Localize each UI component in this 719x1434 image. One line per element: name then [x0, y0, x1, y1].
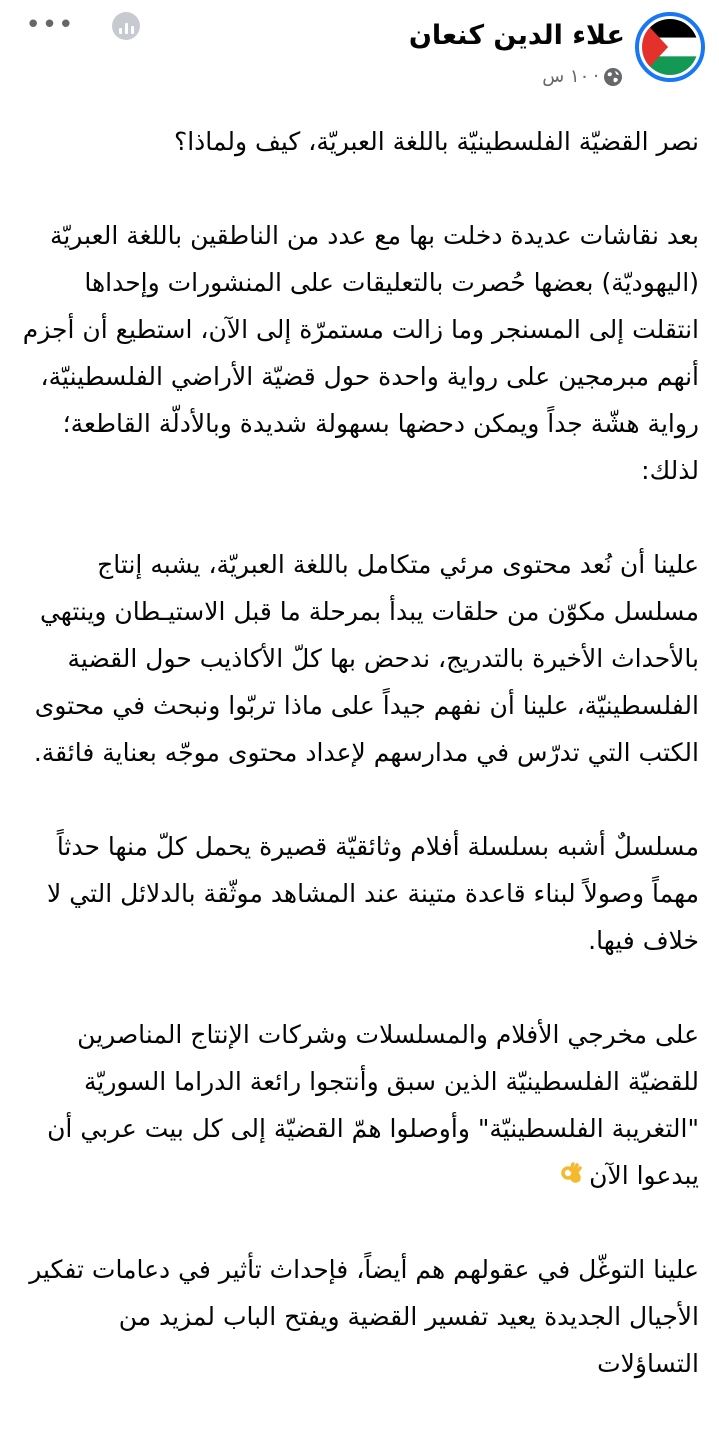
post-header: [0, 0, 719, 104]
ok-hand-emoji: [559, 1162, 585, 1188]
post-heading: نصر القضيّة الفلسطينيّة باللغة العبريّة، كيف ولماذا؟: [173, 127, 699, 156]
author-avatar[interactable]: [635, 12, 705, 82]
palestine-flag-icon: [642, 19, 698, 75]
insights-icon[interactable]: [112, 12, 140, 40]
globe-icon: [603, 67, 623, 87]
post-content: [17, 118, 699, 1434]
author-name[interactable]: علاء الدين كنعان: [408, 20, 625, 51]
post-timestamp[interactable]: ١٠ س: [542, 66, 590, 87]
more-options-button[interactable]: [25, 10, 75, 40]
post-paragraph-4: على مخرجي الأفلام والمسلسلات وشركات الإنتاج المناصرين للقضيّة الفلسطينيّة الذين سبق وأنتجوا رائعة الدراما السوريّة "التغريبة الفلسطينيّة" وأوصلوا همّ القضيّة إلى كل بيت عربي أن يبدعوا الآن: [47, 1020, 699, 1190]
post-paragraph-3: مسلسلٌ أشبه بسلسلة أفلام وثائقيّة قصيرة يحمل كلّ منها حدثاً مهماً وصولاً لبناء قاعدة متينة عند المشاهد موثّقة بالدلائل التي لا خلاف فيها.: [47, 832, 699, 955]
meta-separator: ·: [593, 66, 599, 87]
post-meta: [542, 66, 623, 87]
more-options-icon: •••: [25, 10, 75, 40]
post-paragraph-4-wrapper: [17, 1011, 699, 1199]
post-paragraph-1: بعد نقاشات عديدة دخلت بها مع عدد من الناطقين باللغة العبريّة (اليهوديّة) بعضها حُصرت بالتعليقات على المنشورات وإحداها انتقلت إلى المسنجر وما زالت مستمرّة إلى الآن، استطيع أن أجزم أنهم مبرمجين على رواية واحدة حول قضيّة الأراضي الفلسطينيّة، رواية هشّة جداً ويمكن دحضها بسهولة شديدة وبالأدلّة القاطعة؛ لذلك:: [22, 221, 699, 485]
post-paragraph-2: علينا أن نُعد محتوى مرئي متكامل باللغة العبريّة، يشبه إنتاج مسلسل مكوّن من حلقات يبدأ بمرحلة ما قبل الاستيـطان وينتهي بالأحداث الأخيرة بالتدريج، ندحض بها كلّ الأكاذيب حول القضية الفلسطينيّة، علينا أن نفهم جيداً على ماذا تربّوا ونبحث في محتوى الكتب التي تدرّس في مدارسهم لإعداد محتوى موجّه بعناية فائقة.: [33, 550, 699, 767]
post-paragraph-5: علينا التوغّل في عقولهم هم أيضاً، فإحداث تأثير في دعامات تفكير الأجيال الجديدة يعيد تفسير القضية ويفتح الباب لمزيد من التساؤلات: [29, 1255, 699, 1378]
